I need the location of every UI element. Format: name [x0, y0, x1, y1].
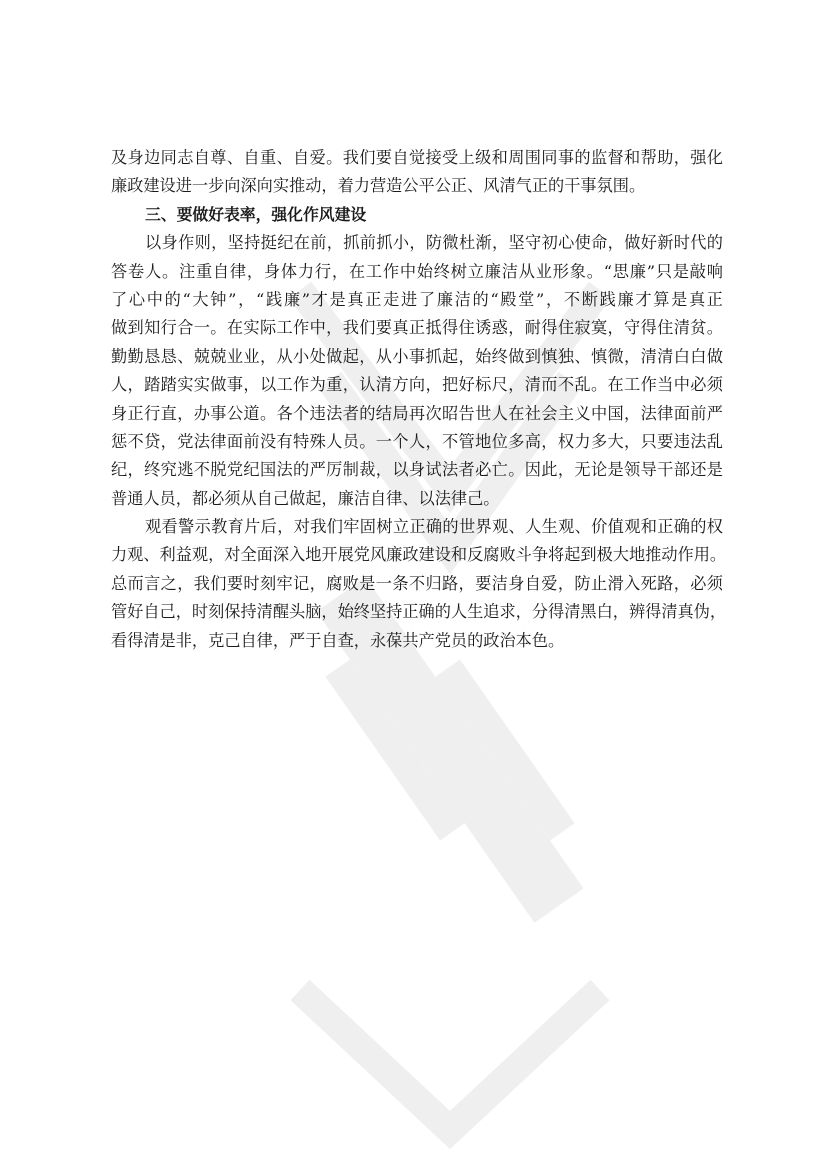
paragraph: [111, 513, 727, 655]
paragraph-continuation: [111, 144, 723, 201]
text-line: 答卷人。注重自律，身体力行，在工作中始终树立廉洁从业形象。“思廉”只是敲响: [111, 261, 723, 281]
paragraph: [111, 229, 723, 513]
text-line: 勤勤恳恳、兢兢业业，从小处做起，从小事抓起，始终做到慎独、慎微，清清白白做: [111, 346, 723, 366]
text-line: 管好自己，时刻保持清醒头脑，始终坚持正确的人生追求，分得清黑白，辨得清真伪，: [111, 602, 727, 622]
text-line: 身正行直，办事公道。各个违法者的结局再次昭告世人在社会主义中国，法律面前严: [111, 403, 723, 423]
text-line: 了心中的“大钟”，“践廉”才是真正走进了廉洁的“殿堂”，不断践廉才算是真正: [111, 289, 723, 309]
section-heading-text: 三、要做好表率，强化作风建设: [145, 204, 367, 224]
text-line: 及身边同志自尊、自重、自爱。我们要自觉接受上级和周围同事的监督和帮助，强化: [111, 148, 723, 167]
text-line: 人，踏踏实实做事，以工作为重，认清方向，把好标尺，清而不乱。在工作当中必须: [111, 375, 723, 395]
section-heading: [111, 201, 723, 229]
text-line: 观看警示教育片后，对我们牢固树立正确的世界观、人生观、价值观和正确的权: [145, 517, 723, 537]
text-line: 做到知行合一。在实际工作中，我们要真正抵得住诱惑，耐得住寂寞，守得住清贫。: [111, 318, 723, 338]
text-line: 廉政建设进一步向深向实推动，着力营造公平公正、风清气正的干事氛围。: [111, 176, 646, 196]
text-line: 惩不贷，党法律面前没有特殊人员。一个人，不管地位多高，权力多大，只要违法乱: [111, 431, 723, 451]
text-line: 纪，终究逃不脱党纪国法的严厉制裁，以身试法者必亡。因此，无论是领导干部还是: [111, 460, 723, 480]
text-line: 看得清是非，克己自律，严于自查，永葆共产党员的政治本色。: [111, 630, 565, 650]
text-line: 普通人员，都必须从自己做起，廉洁自律、以法律己。: [111, 488, 500, 508]
document-body: [111, 144, 727, 655]
text-line: 总而言之，我们要时刻牢记，腐败是一条不归路，要洁身自爱，防止滑入死路，必须: [111, 573, 723, 593]
text-line: 以身作则，坚持挺纪在前，抓前抓小，防微杜渐，坚守初心使命，做好新时代的: [145, 233, 723, 253]
text-line: 力观、利益观，对全面深入地开展党风廉政建设和反腐败斗争将起到极大地推动作用。: [111, 545, 727, 565]
